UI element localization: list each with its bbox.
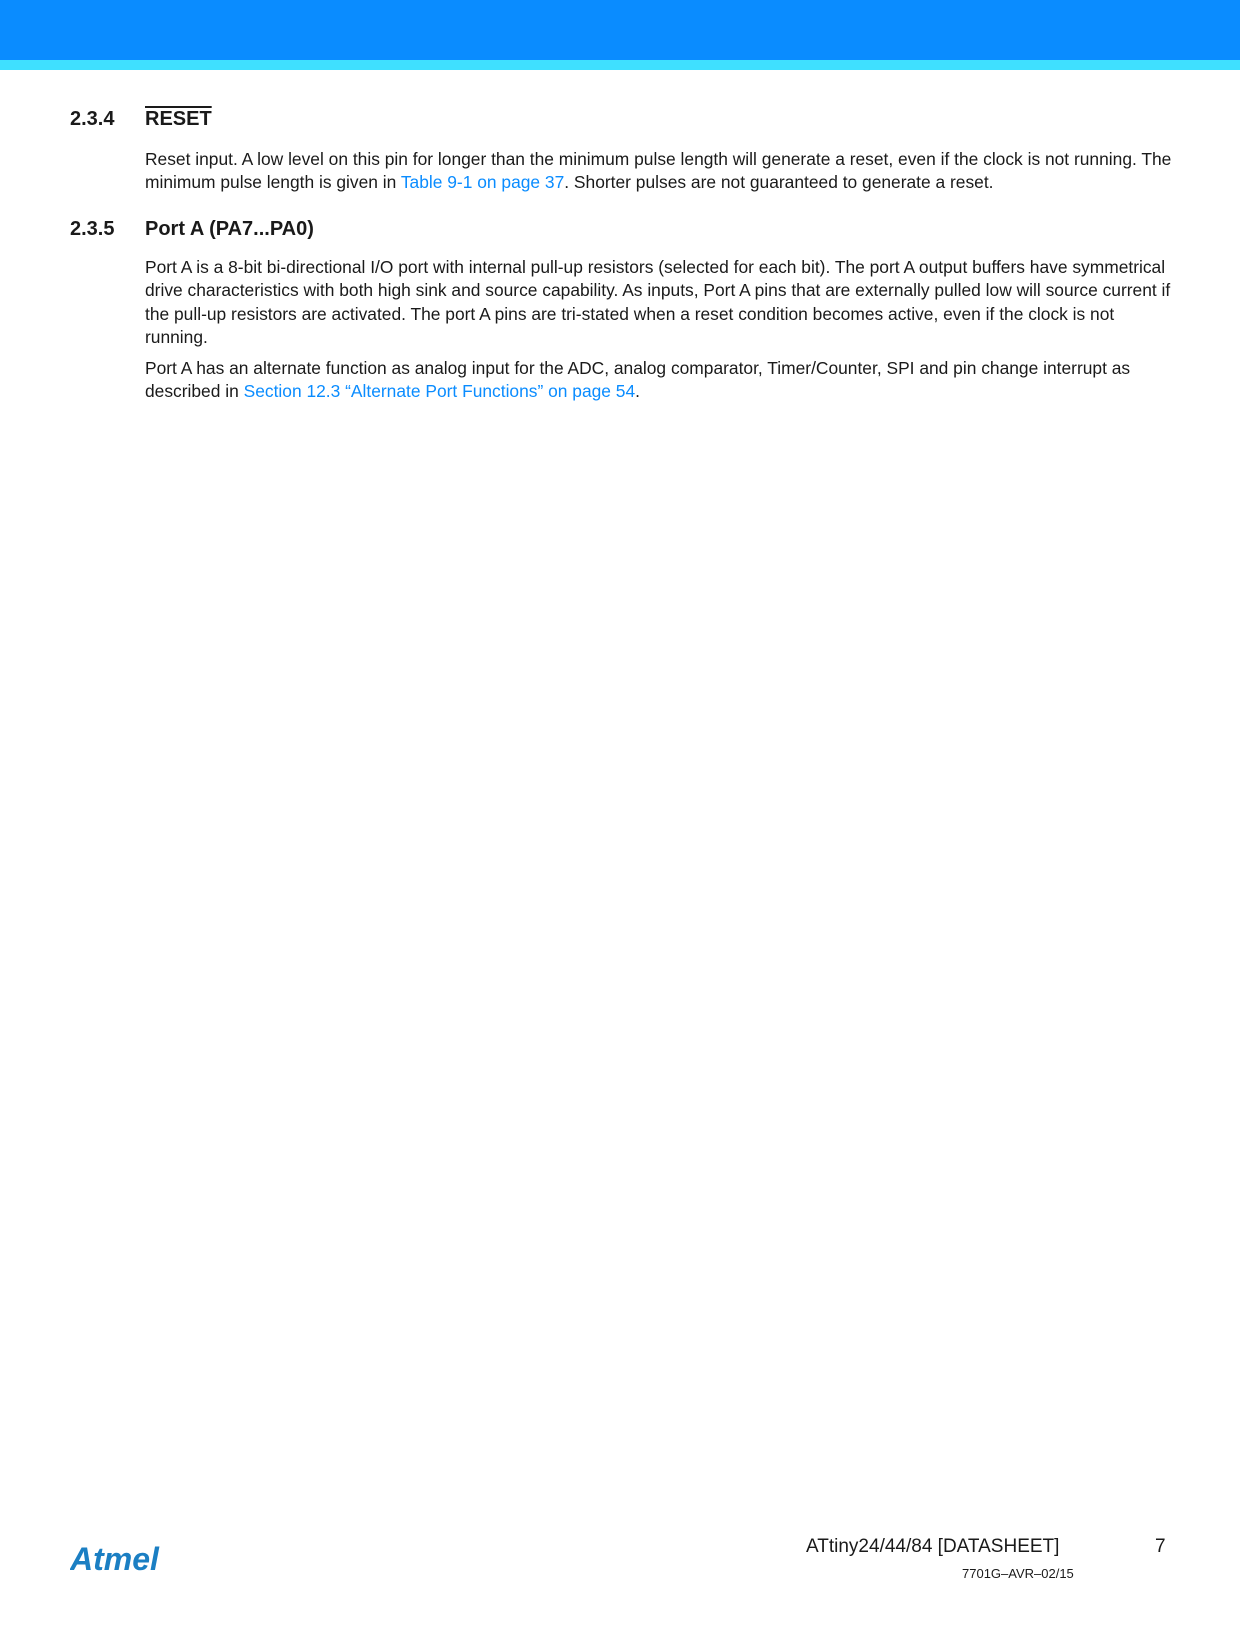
paragraph (145, 148, 1175, 195)
atmel-logo (70, 1540, 182, 1580)
paragraph: Port A is a 8-bit bi-directional I/O port with internal pull-up resistors (selected for each bit). The port A output buffers have symmetrical drive characteristics with both high sink and source capability. As inputs, Port A pins that are externally pulled low will source current if the pull-up resistors are activated. The port A pins are tri-stated when a reset condition becomes active, even if the clock is not running. (145, 257, 1171, 348)
paragraph (145, 357, 1175, 404)
paragraph-text: Reset input. A low level on this pin for longer than the minimum pulse length will generate a reset, even if the clock is not running. The minimum pulse length is given in (145, 149, 1172, 193)
header-stripe (0, 60, 1240, 70)
header-band (0, 0, 1240, 60)
paragraph-text: Port A has an alternate function as analog input for the ADC, analog comparator, Timer/Counter, SPI and pin change interrupt as described in (145, 358, 1131, 402)
page-number: 7 (1155, 1536, 1166, 1557)
section-title: RESET (145, 108, 212, 130)
section-number: 2.3.4 (70, 108, 115, 130)
section-number: 2.3.5 (70, 218, 115, 240)
paragraph-text: . (635, 381, 640, 402)
footer-doc-title: ATtiny24/44/84 [DATASHEET] (806, 1536, 1060, 1557)
logo-text: Atmel (70, 1541, 159, 1577)
section-title: Port A (PA7...PA0) (145, 218, 314, 240)
cross-reference-link[interactable]: Table 9-1 on page 37 (400, 172, 565, 193)
footer-doc-code: 7701G–AVR–02/15 (962, 1566, 1074, 1581)
paragraph-text: . Shorter pulses are not guaranteed to generate a reset. (564, 172, 994, 193)
cross-reference-link[interactable]: Section 12.3 “Alternate Port Functions” on page 54 (243, 381, 636, 402)
